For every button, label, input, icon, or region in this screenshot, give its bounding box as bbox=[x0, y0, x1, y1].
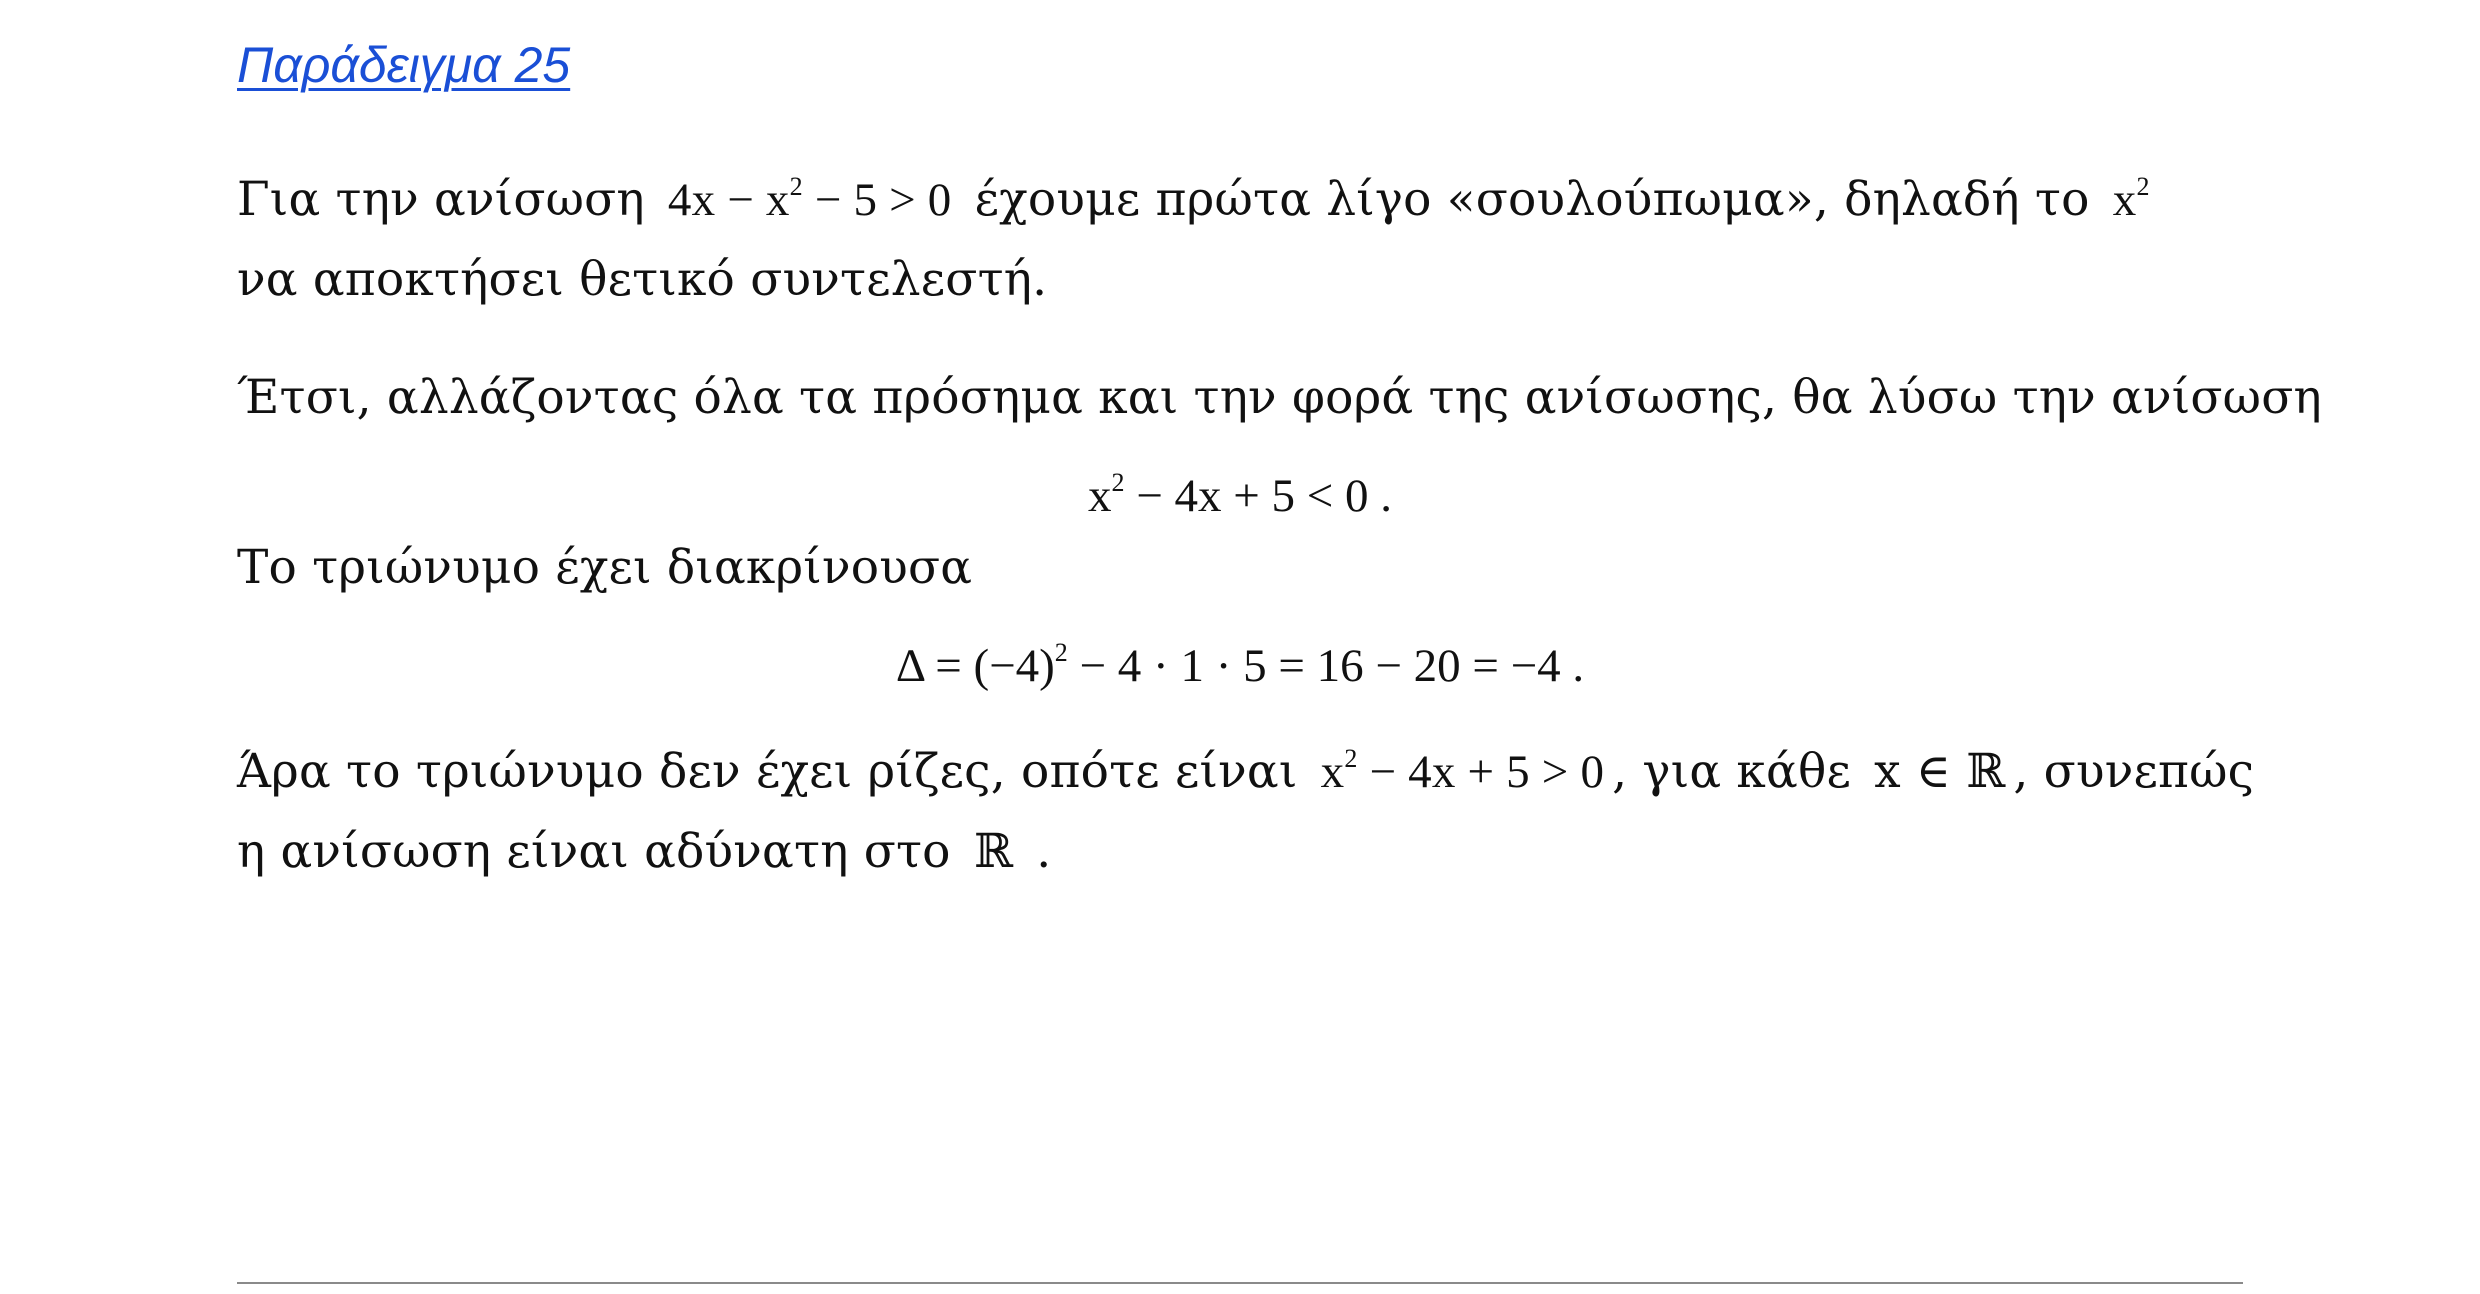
p1-inequality-base: 4x − x bbox=[667, 174, 790, 226]
equation-discriminant bbox=[0, 636, 2480, 696]
p1-inequality bbox=[668, 174, 952, 226]
p1-x-squared-base: x bbox=[2112, 174, 2137, 226]
p4-inequality-exponent: 2 bbox=[1344, 744, 1358, 773]
p1-text-a: Για την ανίσωση bbox=[237, 172, 645, 227]
p4-x-in-reals: x ∈ ℝ bbox=[1874, 744, 2006, 799]
equation-quadratic-math bbox=[1088, 470, 1392, 522]
paragraph-1-line-1 bbox=[237, 170, 2158, 230]
p1-inequality-rest: − 5 > 0 bbox=[802, 174, 952, 226]
p1-x-squared bbox=[2113, 174, 2150, 226]
paragraph-4-line-2 bbox=[237, 822, 1051, 882]
p4-inequality bbox=[1321, 746, 1605, 798]
paragraph-3: Το τριώνυμο έχει διακρίνουσα bbox=[237, 540, 973, 595]
equation-discriminant-exponent: 2 bbox=[1054, 638, 1068, 667]
p1-text-b: έχουμε πρώτα λίγο «σουλούπωμα», δηλαδή το bbox=[974, 172, 2090, 227]
p4-inequality-base: x bbox=[1320, 746, 1345, 798]
p4-line2-text: η ανίσωση είναι αδύνατη στο bbox=[237, 824, 951, 879]
equation-quadratic-rest: − 4x + 5 < 0 . bbox=[1124, 470, 1393, 522]
paragraph-1-line-2: να αποκτήσει θετικό συντελεστή. bbox=[237, 252, 1048, 307]
equation-discriminant-pre: Δ = (−4) bbox=[895, 640, 1055, 692]
p4-text-c: , συνεπώς bbox=[2013, 744, 2255, 799]
p4-inequality-rest: − 4x + 5 > 0 bbox=[1357, 746, 1605, 798]
p4-reals-symbol: ℝ bbox=[973, 824, 1014, 879]
p1-inequality-exponent: 2 bbox=[789, 172, 803, 201]
p4-line2-end: . bbox=[1021, 824, 1052, 879]
equation-quadratic-base: x bbox=[1087, 470, 1112, 522]
example-heading: Παράδειγμα 25 bbox=[237, 37, 571, 93]
p4-text-b: , για κάθε bbox=[1612, 744, 1851, 799]
paragraph-4-line-1 bbox=[237, 742, 2254, 802]
paragraph-2: Έτσι, αλλάζοντας όλα τα πρόσημα και την φορά της ανίσωσης, θα λύσω την ανίσωση bbox=[237, 370, 2322, 425]
equation-quadratic-exponent: 2 bbox=[1111, 468, 1125, 497]
page-divider bbox=[237, 1282, 2243, 1284]
equation-quadratic bbox=[0, 466, 2480, 526]
equation-discriminant-rest: − 4 · 1 · 5 = 16 − 20 = −4 . bbox=[1067, 640, 1585, 692]
p4-text-a: Άρα το τριώνυμο δεν έχει ρίζες, οπότε είναι bbox=[237, 744, 1298, 799]
equation-discriminant-math bbox=[896, 640, 1584, 692]
p1-x-squared-exponent: 2 bbox=[2136, 172, 2150, 201]
